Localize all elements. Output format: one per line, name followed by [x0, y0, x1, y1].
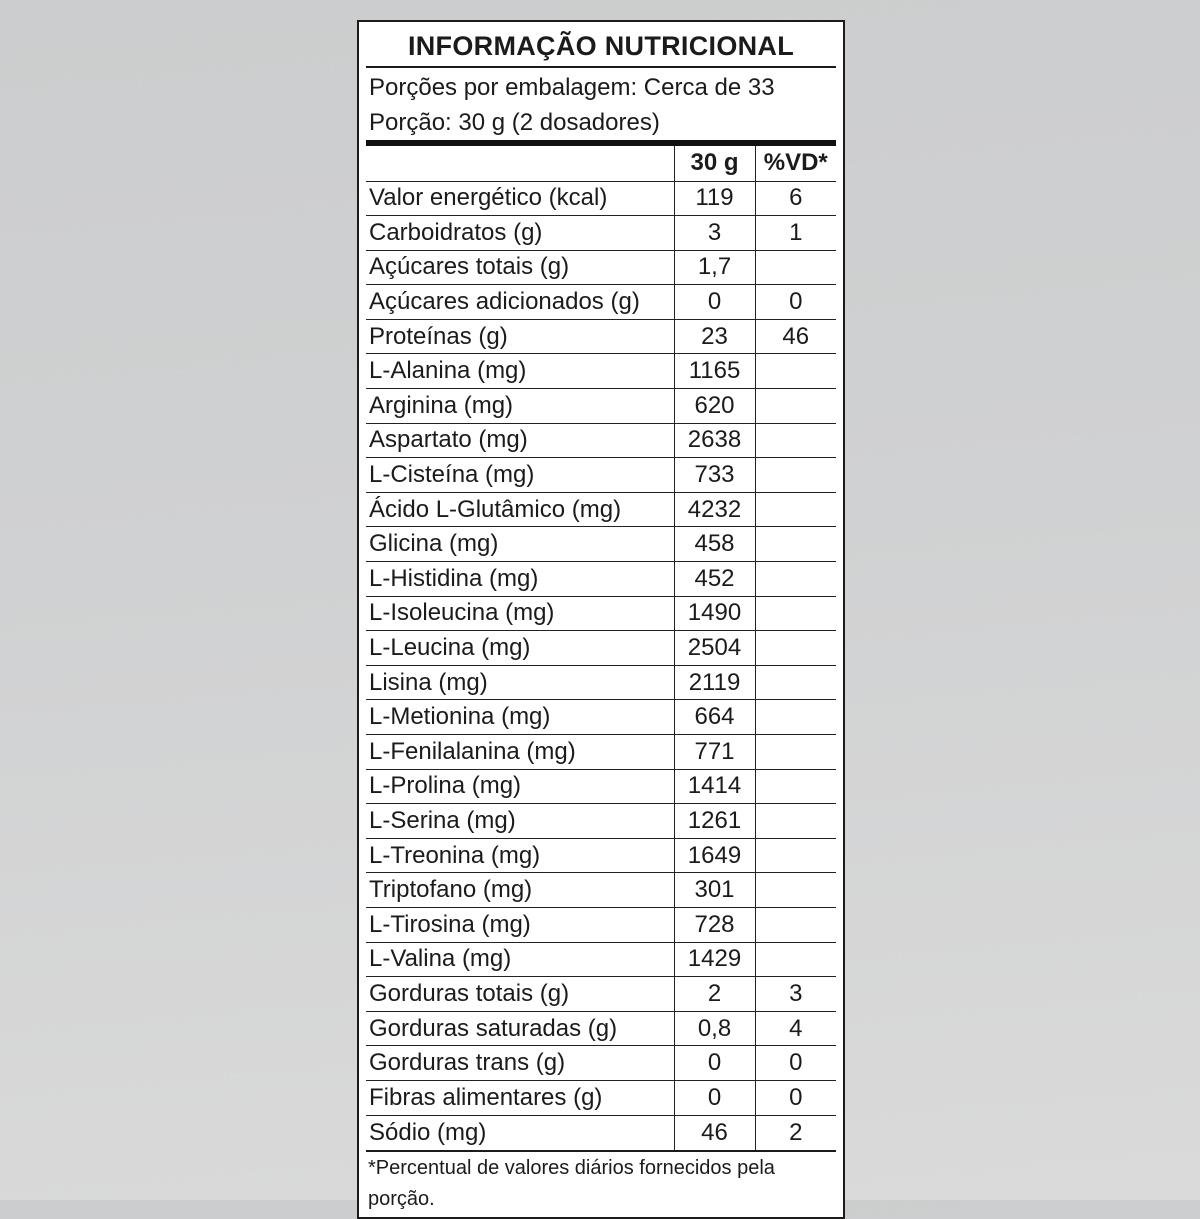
row-amount: 3: [674, 216, 755, 251]
row-label: Arginina (mg): [366, 389, 674, 424]
row-dv: [755, 769, 836, 804]
table-row: [366, 804, 836, 839]
row-dv: [755, 562, 836, 597]
table-row: [366, 977, 836, 1012]
row-label: Gorduras trans (g): [366, 1046, 674, 1081]
serving-size: Porção: 30 g (2 dosadores): [369, 109, 660, 136]
label-title: INFORMAÇÃO NUTRICIONAL: [366, 22, 836, 68]
row-label: L-Leucina (mg): [366, 631, 674, 666]
row-dv: [755, 700, 836, 735]
row-amount: 0: [674, 1080, 755, 1115]
row-label: L-Serina (mg): [366, 804, 674, 839]
row-amount: 733: [674, 458, 755, 493]
row-dv: 6: [755, 181, 836, 216]
table-row: [366, 1011, 836, 1046]
row-amount: 119: [674, 181, 755, 216]
row-dv: [755, 907, 836, 942]
row-dv: [755, 942, 836, 977]
row-amount: 1165: [674, 354, 755, 389]
row-dv: [755, 527, 836, 562]
table-row: [366, 423, 836, 458]
row-label: Aspartato (mg): [366, 423, 674, 458]
row-amount: 2638: [674, 423, 755, 458]
table-row: [366, 389, 836, 424]
row-label: Ácido L-Glutâmico (mg): [366, 492, 674, 527]
table-row: [366, 665, 836, 700]
table-row: [366, 285, 836, 320]
row-amount: 2: [674, 977, 755, 1012]
row-label: Valor energético (kcal): [366, 181, 674, 216]
row-dv: [755, 423, 836, 458]
table-row: [366, 562, 836, 597]
table-body: [366, 181, 836, 1150]
row-amount: 771: [674, 735, 755, 770]
row-dv: [755, 804, 836, 839]
table-row: [366, 1080, 836, 1115]
row-label: Açúcares totais (g): [366, 250, 674, 285]
row-amount: 2119: [674, 665, 755, 700]
column-header-amount: 30 g: [674, 146, 755, 181]
row-amount: 664: [674, 700, 755, 735]
row-label: L-Valina (mg): [366, 942, 674, 977]
row-dv: [755, 458, 836, 493]
row-dv: 3: [755, 977, 836, 1012]
table-row: [366, 596, 836, 631]
row-dv: 0: [755, 1080, 836, 1115]
row-amount: 452: [674, 562, 755, 597]
nutrition-label: [357, 20, 845, 1219]
table-row: [366, 735, 836, 770]
row-dv: 0: [755, 1046, 836, 1081]
row-dv: [755, 631, 836, 666]
row-dv: [755, 389, 836, 424]
row-amount: 1414: [674, 769, 755, 804]
row-label: L-Tirosina (mg): [366, 907, 674, 942]
footnote: *Percentual de valores diários fornecidos pela porção.: [366, 1150, 836, 1217]
row-amount: 1,7: [674, 250, 755, 285]
row-dv: [755, 250, 836, 285]
row-label: Lisina (mg): [366, 665, 674, 700]
table-row: [366, 873, 836, 908]
table-row: [366, 700, 836, 735]
row-amount: 0: [674, 285, 755, 320]
column-header-dv: %VD*: [755, 146, 836, 181]
column-header-empty: [366, 146, 674, 181]
table-row: [366, 458, 836, 493]
row-label: L-Histidina (mg): [366, 562, 674, 597]
row-label: L-Prolina (mg): [366, 769, 674, 804]
row-dv: 0: [755, 285, 836, 320]
table-row: [366, 631, 836, 666]
table-row: [366, 181, 836, 216]
row-amount: 1649: [674, 838, 755, 873]
servings-per-package: Porções por embalagem: Cerca de 33: [369, 74, 775, 101]
row-label: L-Fenilalanina (mg): [366, 735, 674, 770]
table-row: [366, 319, 836, 354]
row-amount: 4232: [674, 492, 755, 527]
table-row: [366, 1046, 836, 1081]
table-row: [366, 216, 836, 251]
row-label: Glicina (mg): [366, 527, 674, 562]
row-label: Açúcares adicionados (g): [366, 285, 674, 320]
row-amount: 1429: [674, 942, 755, 977]
row-amount: 1261: [674, 804, 755, 839]
row-label: Gorduras saturadas (g): [366, 1011, 674, 1046]
row-amount: 458: [674, 527, 755, 562]
row-amount: 46: [674, 1115, 755, 1150]
row-dv: [755, 354, 836, 389]
row-dv: [755, 665, 836, 700]
table-row: [366, 527, 836, 562]
row-amount: 1490: [674, 596, 755, 631]
row-label: Carboidratos (g): [366, 216, 674, 251]
row-label: Proteínas (g): [366, 319, 674, 354]
table-row: [366, 907, 836, 942]
row-amount: 2504: [674, 631, 755, 666]
row-label: L-Alanina (mg): [366, 354, 674, 389]
row-amount: 728: [674, 907, 755, 942]
row-amount: 23: [674, 319, 755, 354]
row-dv: [755, 838, 836, 873]
table-row: [366, 838, 836, 873]
row-amount: 0,8: [674, 1011, 755, 1046]
row-label: L-Cisteína (mg): [366, 458, 674, 493]
table-row: [366, 250, 836, 285]
row-dv: [755, 873, 836, 908]
row-label: Fibras alimentares (g): [366, 1080, 674, 1115]
table-row: [366, 769, 836, 804]
row-dv: [755, 735, 836, 770]
serving-info: [366, 68, 836, 140]
row-dv: 46: [755, 319, 836, 354]
column-header-row: [366, 146, 836, 181]
row-label: L-Isoleucina (mg): [366, 596, 674, 631]
row-dv: 2: [755, 1115, 836, 1150]
nutrition-table: [366, 146, 836, 1150]
row-label: Gorduras totais (g): [366, 977, 674, 1012]
row-dv: [755, 492, 836, 527]
row-label: Sódio (mg): [369, 1118, 487, 1146]
row-amount: 301: [674, 873, 755, 908]
row-amount: 0: [674, 1046, 755, 1081]
row-dv: [755, 596, 836, 631]
row-dv: 4: [755, 1011, 836, 1046]
table-row: [366, 942, 836, 977]
table-row: [366, 1115, 836, 1150]
row-amount: 620: [674, 389, 755, 424]
table-row: [366, 354, 836, 389]
row-dv: 1: [755, 216, 836, 251]
row-label: L-Treonina (mg): [366, 838, 674, 873]
row-label: Triptofano (mg): [366, 873, 674, 908]
row-label: L-Metionina (mg): [366, 700, 674, 735]
table-row: [366, 492, 836, 527]
